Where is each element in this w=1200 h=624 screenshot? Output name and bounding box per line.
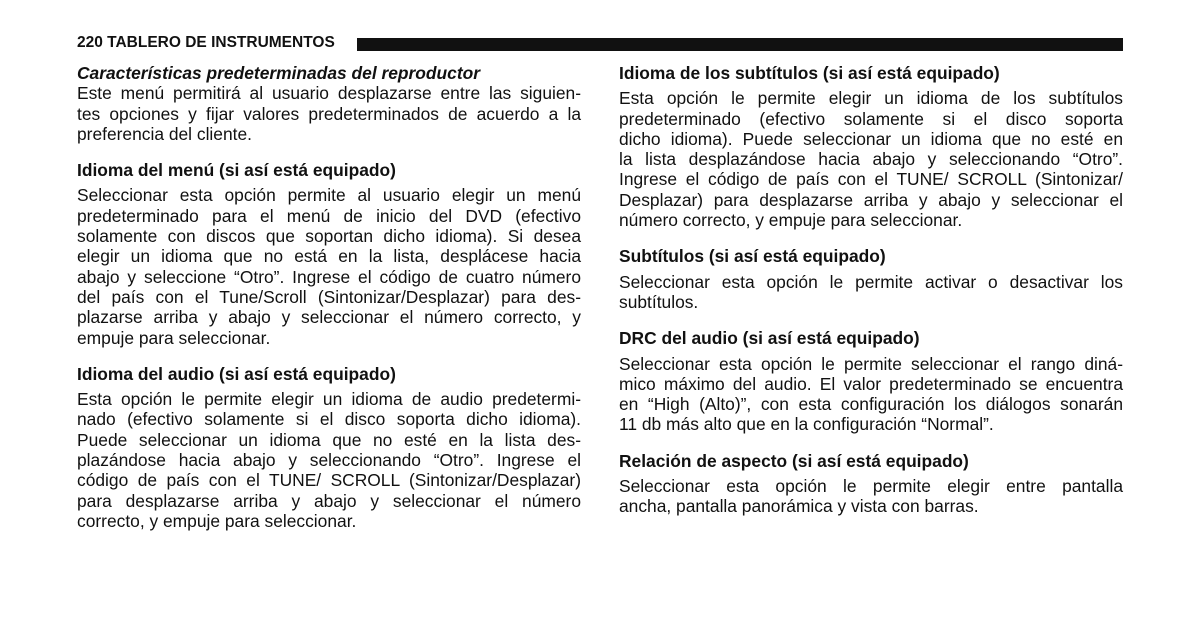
section-heading: DRC del audio (si así está equipado) [619,328,920,349]
body-line: tes opciones y fijar valores predeterminados de acuerdo a la [77,103,581,124]
body-line: preferencia del cliente. [77,123,252,144]
body-line: la lista desplazándose hacia abajo y seleccionando “Otro”. [619,149,1123,170]
body-line: dicho idioma). Puede seleccionar un idioma que no esté en [619,128,1123,149]
body-line: predeterminado para el menú de inicio del DVD (efectivo [77,205,581,226]
body-line: plazándose hacia abajo y seleccionando “Otro”. Ingrese el [77,450,581,471]
section-reproductor [77,63,581,144]
section-relacion-aspecto [619,451,1123,517]
body-line: código de país con el TUNE/ SCROLL (Sintonizar/Desplazar) [77,470,581,491]
body-line: Esta opción le permite elegir un idioma de los subtítulos [619,88,1123,109]
body-line: nado (efectivo solamente si el disco soporta dicho idioma). [77,409,581,430]
section-body [619,476,1123,517]
section-body [619,272,1123,313]
body-line: empuje para seleccionar. [77,327,271,348]
body-line: Esta opción le permite elegir un idioma de audio predetermi- [77,389,581,410]
body-line: Desplazar) para desplazarse arriba y abajo y seleccionar el [619,189,1123,210]
body-line: Ingrese el código de país con el TUNE/ SCROLL (Sintonizar/ [619,169,1123,190]
section-heading: Relación de aspecto (si así está equipado) [619,450,969,471]
body-line: en “High (Alto)”, con esta configuración los diálogos sonarán [619,394,1123,415]
page-header [77,33,1123,53]
section-body [77,389,581,531]
section-body [77,185,581,347]
body-line: mico máximo del audio. El valor predeterminado se encuentra [619,373,1123,394]
right-column [619,63,1123,517]
body-line: número correcto, y empuje para seleccionar. [619,210,963,231]
body-line: Seleccionar esta opción le permite activar o desactivar los [619,271,1123,292]
section-heading: Subtítulos (si así está equipado) [619,246,886,267]
section-heading: Características predeterminadas del reproductor [77,63,481,83]
body-line: predeterminado (efectivo solamente si el disco soporta [619,108,1123,129]
section-heading: Idioma de los subtítulos (si así está equipado) [619,63,1000,83]
section-idioma-menu [77,160,581,348]
page-header-title: 220 TABLERO DE INSTRUMENTOS [77,34,335,51]
body-line: del país con el Tune/Scroll (Sintonizar/Desplazar) para des- [77,286,581,307]
body-line: elegir un idioma que no está en la lista, desplácese hacia [77,246,581,267]
section-idioma-subtitulos [619,63,1123,230]
body-line: abajo y seleccione “Otro”. Ingrese el código de cuatro número [77,266,581,287]
body-line: Seleccionar esta opción permite al usuario elegir un menú [77,185,581,206]
body-line: para desplazarse arriba y abajo y seleccionar el número [77,490,581,511]
body-line: Seleccionar esta opción le permite seleccionar el rango diná- [619,353,1123,374]
section-heading: Idioma del audio (si así está equipado) [77,363,396,384]
body-line: Puede seleccionar un idioma que no esté en la lista des- [77,429,581,450]
section-heading: Idioma del menú (si así está equipado) [77,160,396,181]
body-line: correcto, y empuje para seleccionar. [77,510,357,531]
section-subtitulos [619,246,1123,312]
body-line: solamente con discos que soportan dicho idioma). Si desea [77,226,581,247]
section-drc-audio [619,328,1123,434]
body-line: 11 db más alto que en la configuración “Normal”. [619,414,994,435]
section-body [619,354,1123,435]
body-line: plazarse arriba y abajo y seleccionar el número correcto, y [77,307,581,328]
body-line: Seleccionar esta opción le permite elegir entre pantalla [619,476,1123,497]
section-body [619,88,1123,230]
section-body [77,83,581,144]
section-idioma-audio [77,364,581,531]
header-rule [357,38,1123,51]
body-line: ancha, pantalla panorámica y vista con barras. [619,496,979,517]
left-column [77,63,581,531]
body-line: subtítulos. [619,291,699,312]
body-line: Este menú permitirá al usuario desplazarse entre las siguien- [77,83,581,104]
